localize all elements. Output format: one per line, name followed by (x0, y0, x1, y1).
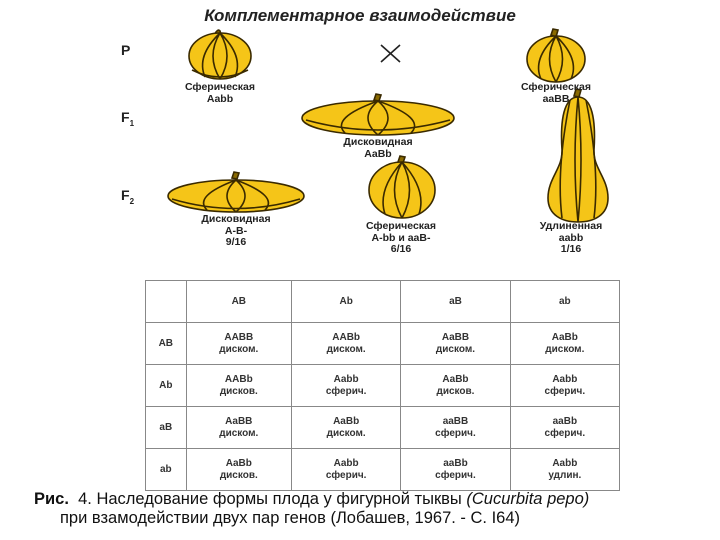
genotype: AABb (224, 373, 253, 385)
grid-cell (401, 407, 510, 449)
genotype: AaBb (551, 331, 578, 343)
grid-cell (186, 323, 291, 365)
col-header: aB (401, 281, 510, 323)
caption-line-2: при взамодействии двух пар генов (Лобашев, 1967. - С. I64) (60, 509, 521, 527)
grid-cell (291, 407, 400, 449)
phenotype: диском. (545, 343, 585, 355)
phenotype: диском. (326, 343, 366, 355)
punnett-square (145, 280, 620, 491)
phenotype: дисков. (219, 385, 258, 397)
pumpkin-f2-elongated (548, 89, 608, 222)
label-p-right: Сферическая aaBB (520, 81, 592, 105)
col-header: Ab (291, 281, 400, 323)
corner-cell (146, 281, 187, 323)
pumpkin-f2-spherical (369, 156, 435, 218)
label-f1: Дисковидная AaBb (343, 136, 413, 160)
figure-caption (34, 490, 704, 528)
phenotype: сферич. (435, 427, 476, 439)
caption-species: (Cucurbita pepo) (466, 490, 590, 508)
row-header: ab (146, 449, 187, 491)
caption-prefix: Рис. (34, 490, 69, 508)
grid-cell (186, 449, 291, 491)
label-p-left: Сферическая Aabb (184, 81, 256, 105)
row-header: AB (146, 323, 187, 365)
caption-text: . Наследование формы плода у фигурной тыквы (87, 490, 467, 508)
generation-p-label: P (121, 42, 131, 58)
grid-cell (186, 365, 291, 407)
genotype: Aabb (552, 457, 578, 469)
pumpkin-p-right-spherical (527, 29, 585, 82)
phenotype: диском. (435, 343, 476, 355)
genotype: AaBb (333, 415, 360, 427)
col-header: ab (510, 281, 619, 323)
generation-f1-label: $F_1$ (121, 109, 135, 128)
label-f2-discoid: Дисковидная A-B- 9/16 (201, 213, 271, 248)
grid-cell (510, 407, 619, 449)
pumpkin-f2-discoid (168, 172, 304, 212)
genotype: AaBb (225, 457, 252, 469)
phenotype: сферич. (544, 427, 586, 439)
genotype: aaBB (442, 415, 469, 427)
pumpkin-f1-discoid (302, 94, 454, 135)
genotype: AaBb (442, 373, 469, 385)
genotype: aaBb (443, 457, 468, 469)
label-f2-spherical: Сферическая A-bb и aaB- 6/16 (365, 220, 437, 255)
caption-number: 4 (78, 490, 88, 508)
phenotype: дисков. (219, 469, 258, 481)
col-header: AB (186, 281, 291, 323)
genotype: AaBB (225, 415, 253, 427)
grid-cell (291, 449, 400, 491)
row-header: Ab (146, 365, 187, 407)
grid-cell (510, 365, 619, 407)
figure-title: Комплементарное взаимодействие (204, 6, 516, 25)
grid-cell (510, 449, 619, 491)
genotype: AABb (332, 331, 361, 343)
grid-cell (510, 323, 619, 365)
phenotype: сферич. (544, 385, 586, 397)
phenotype: сферич. (325, 385, 367, 397)
grid-cell (401, 449, 510, 491)
phenotype: сферич. (325, 469, 367, 481)
phenotype: удлин. (548, 469, 582, 481)
grid-cell (186, 407, 291, 449)
phenotype: дисков. (436, 385, 475, 397)
genotype: Aabb (333, 373, 359, 385)
genotype: Aabb (552, 373, 578, 385)
grid-cell (401, 365, 510, 407)
grid-cell (291, 365, 400, 407)
phenotype: диском. (326, 427, 366, 439)
pumpkin-p-left-spherical (189, 30, 251, 79)
genotype: Aabb (333, 457, 359, 469)
genotype: AaBB (441, 331, 470, 343)
label-f2-elongated: Удлиненная aabb 1/16 (539, 220, 603, 255)
phenotype: диском. (219, 343, 259, 355)
grid-cell (291, 323, 400, 365)
row-header: aB (146, 407, 187, 449)
phenotype: диском. (219, 427, 259, 439)
generation-f2-label: $F_2$ (121, 187, 135, 206)
phenotype: сферич. (435, 469, 476, 481)
genotype: AABB (224, 331, 254, 343)
genotype: aaBb (552, 415, 578, 427)
grid-cell (401, 323, 510, 365)
cross-symbol (381, 45, 400, 62)
